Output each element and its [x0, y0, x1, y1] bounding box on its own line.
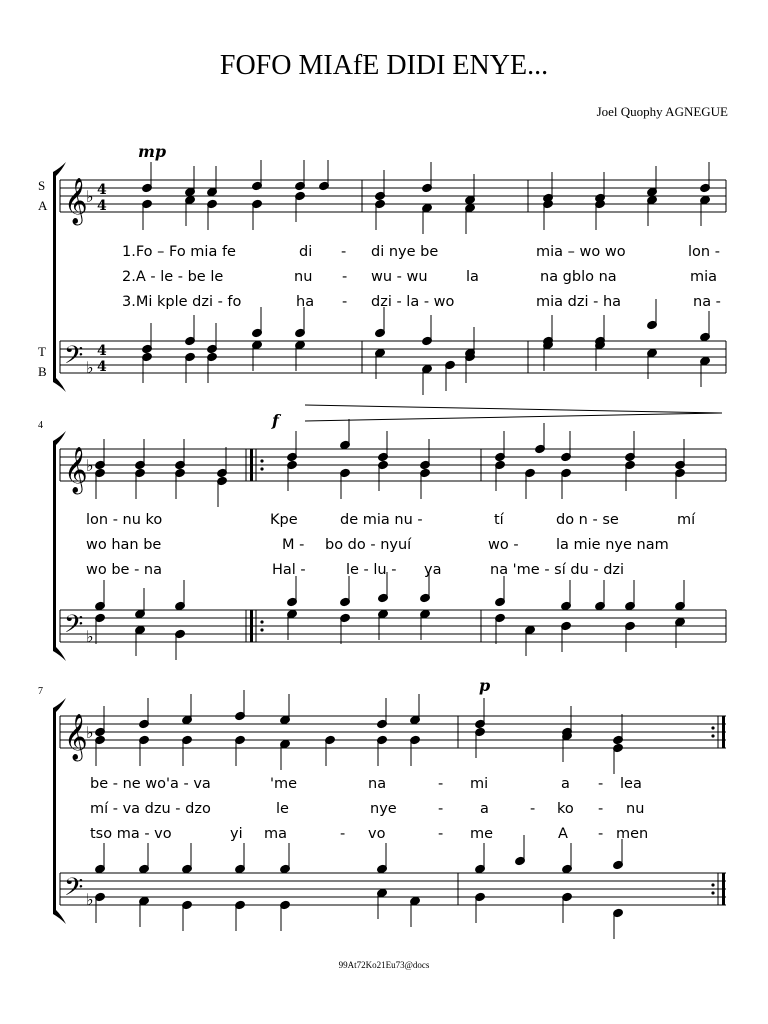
- lyric-s2-v1-b: Kpe: [270, 512, 298, 528]
- voice-label-bass: B: [38, 364, 47, 379]
- lyric-s1-v1-c: -: [341, 244, 347, 260]
- lyric-s3-v1-e: mi: [470, 776, 489, 792]
- composer-credit: Joel Quophy AGNEGUE: [596, 104, 728, 119]
- lyric-s3-v3-a: tso ma - vo: [90, 826, 172, 842]
- system-1-bass-staff: [60, 341, 726, 373]
- measure-number-7: 7: [38, 686, 43, 697]
- lyric-s3-v1-h: lea: [620, 776, 642, 792]
- bass-clef-icon: 𝄢: [64, 610, 84, 645]
- flat-key-signature-icon: ♭: [86, 723, 94, 742]
- measure-number-4: 4: [38, 420, 43, 431]
- dynamic-f: f: [272, 411, 279, 430]
- lyric-s3-v2-e: a: [480, 801, 489, 817]
- lyric-s2-v3-b: Hal -: [272, 562, 306, 578]
- time-sig-bottom: 4: [97, 359, 107, 375]
- lyric-s3-v1-c: na: [368, 776, 387, 792]
- lyric-s3-v2-f: -: [530, 801, 536, 817]
- lyric-s2-v3-a: wo be - na: [86, 562, 162, 578]
- voice-label-tenor: T: [38, 344, 46, 359]
- lyric-s3-v1-g: -: [598, 776, 604, 792]
- lyric-s3-v2-h: -: [598, 801, 604, 817]
- lyric-s1-v3-a: 3.Mi kple dzi - fo: [122, 294, 242, 310]
- flat-key-signature-icon: ♭: [86, 358, 94, 377]
- lyric-s1-v1-b: di: [299, 244, 313, 260]
- lyric-s2-v3-e: na 'me - sí du - dzi: [490, 562, 625, 578]
- lyric-s1-v3-f: na -: [693, 294, 721, 310]
- lyric-s1-v2-a: 2.A - le - be le: [122, 269, 224, 285]
- page-title: FOFO MIAfE DIDI ENYE...: [219, 50, 549, 81]
- lyric-s1-v1-a: 1.Fo – Fo mia fe: [122, 244, 236, 260]
- system-3-treble-staff: [60, 716, 726, 748]
- lyric-s3-v3-f: -: [438, 826, 444, 842]
- voice-label-alto: A: [38, 198, 48, 213]
- treble-clef-icon: 𝄞: [64, 178, 88, 224]
- time-sig-bottom: 4: [97, 198, 107, 214]
- lyric-s1-v1-d: di nye be: [371, 244, 439, 260]
- lyric-s3-v3-c: ma: [264, 826, 288, 842]
- flat-key-signature-icon: ♭: [86, 627, 94, 646]
- lyric-s1-v3-e: mia dzi - ha: [536, 294, 622, 310]
- lyric-s1-v3-b: ha: [296, 294, 315, 310]
- decrescendo-hairpin: [305, 405, 722, 421]
- lyric-s1-v2-d: wu - wu: [371, 269, 428, 285]
- lyric-s1-v1-f: lon -: [688, 244, 720, 260]
- time-signature: [97, 182, 107, 375]
- dynamic-p: p: [479, 676, 491, 695]
- lyric-s3-v2-i: nu: [626, 801, 645, 817]
- lyric-s2-v1-d: tí: [494, 512, 504, 528]
- lyric-s3-v1-d: -: [438, 776, 444, 792]
- lyric-s3-v2-g: ko: [557, 801, 574, 817]
- time-sig-top: 4: [97, 343, 107, 359]
- lyric-s1-v2-g: mia: [690, 269, 718, 285]
- lyric-s1-v2-e: la: [466, 269, 479, 285]
- lyric-s3-v1-a: be - ne wo'a - va: [90, 776, 211, 792]
- system-1-treble-staff: [60, 180, 726, 212]
- lyric-s3-v2-d: -: [438, 801, 444, 817]
- lyric-s1-v3-d: dzi - la - wo: [371, 294, 455, 310]
- lyric-s2-v1-a: lon - nu ko: [86, 512, 163, 528]
- lyric-s2-v2-a: wo han be: [86, 537, 162, 553]
- lyric-s3-v2-c: nye: [370, 801, 397, 817]
- lyric-s2-v2-d: wo -: [488, 537, 519, 553]
- flat-key-signature-icon: ♭: [86, 456, 94, 475]
- lyric-s3-v3-e: vo: [368, 826, 386, 842]
- bass-clef-icon: 𝄢: [64, 873, 84, 908]
- lyric-s2-v1-f: mí: [677, 512, 696, 528]
- lyric-s3-v1-f: a: [561, 776, 570, 792]
- dynamic-mp: mp: [138, 142, 167, 161]
- system-3-bass-staff: [60, 873, 726, 905]
- lyric-s1-v2-b: nu: [294, 269, 313, 285]
- flat-key-signature-icon: ♭: [86, 890, 94, 909]
- treble-clef-icon: 𝄞: [64, 714, 88, 760]
- flat-key-signature-icon: ♭: [86, 187, 94, 206]
- lyric-s3-v2-b: le: [276, 801, 289, 817]
- lyric-s3-v1-b: 'me: [270, 776, 298, 792]
- repeat-start: [250, 449, 264, 642]
- lyric-s3-v3-g: me: [470, 826, 494, 842]
- lyric-s2-v3-d: ya: [424, 562, 442, 578]
- footer-watermark: 99At72Ko21Eu73@docs: [338, 960, 430, 970]
- lyric-s3-v2-a: mí - va dzu - dzo: [90, 801, 211, 817]
- lyric-s1-v2-c: -: [342, 269, 348, 285]
- lyric-s2-v1-e: do n - se: [556, 512, 619, 528]
- system-brackets: [53, 162, 66, 924]
- lyric-s2-v2-c: bo do - nyuí: [325, 537, 412, 553]
- lyric-s3-v3-d: -: [340, 826, 346, 842]
- bass-clef-icon: 𝄢: [64, 341, 84, 376]
- time-sig-top: 4: [97, 182, 107, 198]
- lyric-s3-v3-j: men: [616, 826, 649, 842]
- lyric-s1-v1-e: mia – wo wo: [536, 244, 626, 260]
- lyric-s3-v3-h: A: [558, 826, 568, 842]
- lyric-s3-v3-b: yi: [230, 826, 243, 842]
- treble-clef-icon: 𝄞: [64, 447, 88, 493]
- lyric-s1-v3-c: -: [342, 294, 348, 310]
- lyric-s2-v1-c: de mia nu -: [340, 512, 423, 528]
- lyric-s2-v2-e: la mie nye nam: [556, 537, 669, 553]
- lyric-s2-v2-b: M -: [282, 537, 305, 553]
- lyric-s3-v3-i: -: [598, 826, 604, 842]
- voice-label-soprano: S: [38, 178, 46, 193]
- lyric-s1-v2-f: na gblo na: [540, 269, 617, 285]
- lyric-s2-v3-c: le - lu -: [346, 562, 397, 578]
